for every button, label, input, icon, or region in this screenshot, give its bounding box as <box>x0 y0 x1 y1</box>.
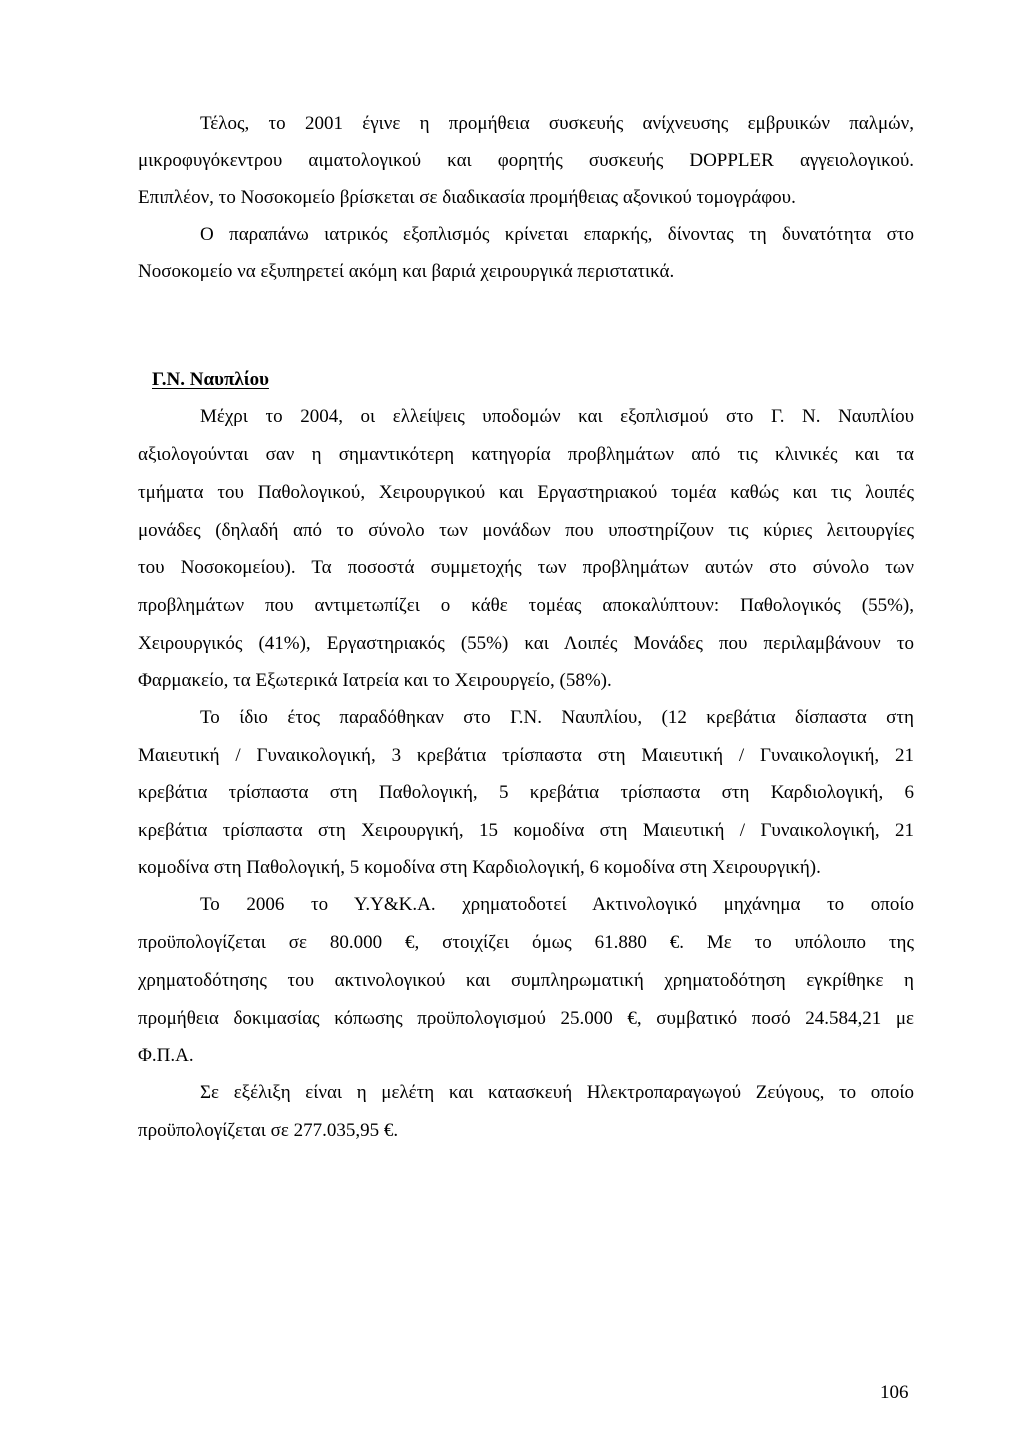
section-heading: Γ.Ν. Ναυπλίου <box>152 369 269 390</box>
paragraph-line: του Νοσοκομείου). Τα ποσοστά συμμετοχής των προβλημάτων αυτών στο σύνολο των <box>138 557 914 578</box>
page-number: 106 <box>880 1382 909 1403</box>
paragraph-line: κρεβάτια τρίσπαστα στη Παθολογική, 5 κρεβάτια τρίσπαστα στη Καρδιολογική, 6 <box>138 782 914 803</box>
paragraph-line: μικροφυγόκεντρου αιματολογικού και φορητής συσκευής DOPPLER αγγειολογικού. <box>138 150 914 171</box>
paragraph-line: προϋπολογίζεται σε 80.000 €, στοιχίζει όμως 61.880 €. Με το υπόλοιπο της <box>138 932 914 953</box>
paragraph-line: χρηματοδότησης του ακτινολογικού και συμπληρωματική χρηματοδότηση εγκρίθηκε η <box>138 970 914 991</box>
paragraph-line: Το 2006 το Υ.Υ&Κ.Α. χρηματοδοτεί Ακτινολογικό μηχάνημα το οποίο <box>200 894 914 915</box>
paragraph-line: Τέλος, το 2001 έγινε η προμήθεια συσκευής ανίχνευσης εμβρυικών παλμών, <box>200 113 914 134</box>
paragraph-line: Φ.Π.Α. <box>138 1045 194 1066</box>
paragraph-line: Σε εξέλιξη είναι η μελέτη και κατασκευή Ηλεκτροπαραγωγού Ζεύγους, το οποίο <box>200 1082 914 1103</box>
paragraph-line: Το ίδιο έτος παραδόθηκαν στο Γ.Ν. Ναυπλίου, (12 κρεβάτια δίσπαστα στη <box>200 707 914 728</box>
paragraph-line: Επιπλέον, το Νοσοκομείο βρίσκεται σε διαδικασία προμήθειας αξονικού τομογράφου. <box>138 187 796 208</box>
paragraph-line: μονάδες (δηλαδή από το σύνολο των μονάδων που υποστηρίζουν τις κύριες λειτουργίες <box>138 520 914 541</box>
paragraph-line: τμήματα του Παθολογικού, Χειρουργικού και Εργαστηριακού τομέα καθώς και τις λοιπές <box>138 482 914 503</box>
paragraph-line: Μαιευτική / Γυναικολογική, 3 κρεβάτια τρίσπαστα στη Μαιευτική / Γυναικολογική, 21 <box>138 745 914 766</box>
paragraph-line: κομοδίνα στη Παθολογική, 5 κομοδίνα στη Καρδιολογική, 6 κομοδίνα στη Χειρουργική). <box>138 857 821 878</box>
paragraph-line: Ο παραπάνω ιατρικός εξοπλισμός κρίνεται επαρκής, δίνοντας τη δυνατότητα στο <box>200 224 914 245</box>
paragraph-line: προμήθεια δοκιμασίας κόπωσης προϋπολογισμού 25.000 €, συμβατικό ποσό 24.584,21 με <box>138 1008 914 1029</box>
paragraph-line: Χειρουργικός (41%), Εργαστηριακός (55%) και Λοιπές Μονάδες που περιλαμβάνουν το <box>138 633 914 654</box>
paragraph-line: προβλημάτων που αντιμετωπίζει ο κάθε τομέας αποκαλύπτουν: Παθολογικός (55%), <box>138 595 914 616</box>
paragraph-line: αξιολογούνται σαν η σημαντικότερη κατηγορία προβλημάτων από τις κλινικές και τα <box>138 444 914 465</box>
paragraph-line: κρεβάτια τρίσπαστα στη Χειρουργική, 15 κομοδίνα στη Μαιευτική / Γυναικολογική, 21 <box>138 820 914 841</box>
paragraph-line: προϋπολογίζεται σε 277.035,95 €. <box>138 1120 399 1141</box>
paragraph-line: Μέχρι το 2004, οι ελλείψεις υποδομών και εξοπλισμού στο Γ. Ν. Ναυπλίου <box>200 406 914 427</box>
paragraph-line: Φαρμακείο, τα Εξωτερικά Ιατρεία και το Χειρουργείο, (58%). <box>138 670 612 691</box>
paragraph-line: Νοσοκομείο να εξυπηρετεί ακόμη και βαριά χειρουργικά περιστατικά. <box>138 261 675 282</box>
